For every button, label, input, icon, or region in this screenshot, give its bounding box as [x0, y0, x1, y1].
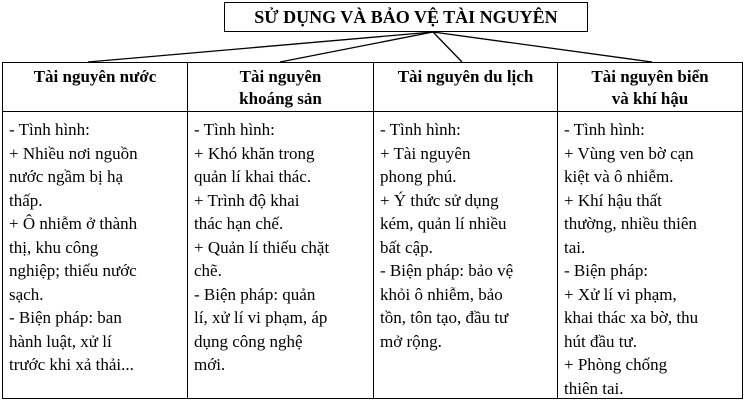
text-line: - Biện pháp: bảo vệ [380, 261, 514, 280]
column-header-sea-climate [557, 62, 743, 112]
text-line: - Tình hình: [9, 120, 90, 139]
text-line: thác hạn chế. [194, 214, 284, 233]
text-line: nghiệp; thiếu nước [9, 261, 137, 280]
column-header-line: và khí hậu [611, 89, 689, 108]
text-line: thường, nhiều thiên [564, 214, 697, 233]
text-line: - Biện pháp: quản [194, 284, 316, 304]
column-body-sea-climate [557, 111, 743, 399]
text-line: + Phòng chống [564, 355, 668, 374]
text-line: nước ngầm bị hạ [9, 167, 124, 186]
text-line: kiệt và ô nhiễm. [564, 167, 674, 186]
column-header-line: Tài nguyên nước [33, 67, 157, 86]
text-line: trước khi xả thải... [9, 355, 134, 374]
column-header-line: Tài nguyên [239, 67, 322, 86]
diagram-title: SỬ DỤNG VÀ BẢO VỆ TÀI NGUYÊN [224, 2, 588, 32]
column-header-line: khoáng sản [239, 89, 322, 108]
column-body-tourism [373, 111, 558, 399]
text-line: mới. [194, 355, 226, 374]
text-line: thiên tai. [564, 378, 624, 398]
text-line: bất cập. [380, 237, 433, 257]
text-line: + Nhiều nơi nguồn [9, 143, 138, 163]
text-line: + Khó khăn trong [194, 143, 315, 163]
text-line: + Quản lí thiếu chặt [194, 237, 330, 257]
text-line: + Ý thức sử dụng [380, 190, 499, 210]
text-line: quản lí khai thác. [194, 167, 312, 186]
text-line: + Tài nguyên [380, 143, 471, 163]
text-line: phong phú. [380, 167, 457, 186]
column-header-water [2, 62, 188, 112]
text-line: - Biện pháp: [564, 261, 649, 280]
text-line: - Biện pháp: ban [9, 308, 122, 327]
text-line: mở rộng. [380, 331, 442, 351]
text-line: tai. [564, 237, 586, 257]
column-body-minerals [187, 111, 374, 399]
text-line: + Khí hậu thất [564, 190, 662, 210]
text-line: hút đầu tư. [564, 331, 637, 351]
text-line: - Tình hình: [564, 120, 645, 139]
column-header-minerals [187, 62, 374, 112]
text-line: dụng công nghệ [194, 331, 303, 351]
text-line: hành luật, xử lí [9, 331, 112, 351]
column-header-tourism [373, 62, 558, 112]
text-line: khỏi ô nhiễm, bảo [380, 284, 503, 304]
text-line: lí, xử lí vi phạm, áp [194, 308, 328, 327]
text-line: + Xử lí vi phạm, [564, 284, 677, 304]
column-header-line: Tài nguyên du lịch [397, 67, 534, 86]
text-line: - Tình hình: [380, 120, 461, 139]
text-line: + Trình độ khai [194, 190, 300, 210]
text-line: thị, khu công [9, 237, 99, 257]
column-body-water [2, 111, 188, 399]
text-line: tồn, tôn tạo, đầu tư [380, 308, 509, 327]
text-line: chẽ. [194, 261, 222, 280]
text-line: + Ô nhiễm ở thành [9, 214, 138, 233]
text-line: + Vùng ven bờ cạn [564, 143, 694, 163]
text-line: khai thác xa bờ, thu [564, 308, 699, 327]
column-header-line: Tài nguyên biển [591, 67, 709, 86]
text-line: thấp. [9, 190, 43, 210]
text-line: kém, quản lí nhiều [380, 214, 507, 233]
text-line: sạch. [9, 284, 44, 304]
text-line: - Tình hình: [194, 120, 275, 139]
